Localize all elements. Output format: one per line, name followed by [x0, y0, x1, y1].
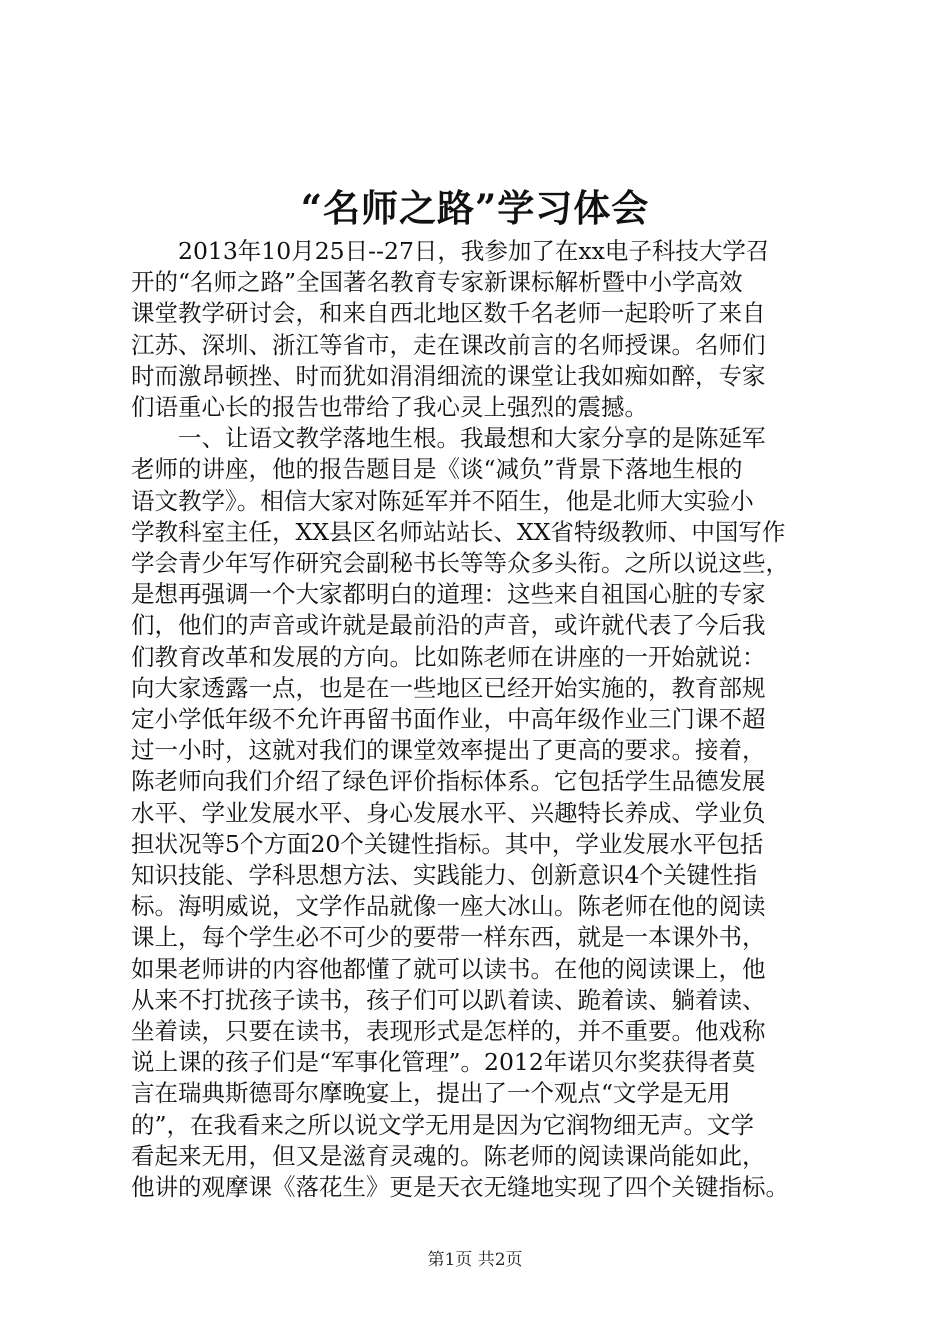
- paragraph-line: 江苏、深圳、浙江等省市，走在课改前言的名师授课。名师们: [131, 330, 766, 359]
- paragraph-line: 担状况等5个方面20个关键性指标。其中，学业发展水平包括: [131, 829, 764, 858]
- paragraph-line: 一、让语文教学落地生根。我最想和大家分享的是陈延军: [178, 424, 766, 453]
- paragraph-section-one: [131, 423, 831, 1203]
- paragraph-line: 坐着读，只要在读书，表现形式是怎样的，并不重要。他戏称: [131, 1017, 766, 1046]
- paragraph-line: 定小学低年级不允许再留书面作业，中高年级作业三门课不超: [131, 705, 766, 734]
- paragraph-line: 课上，每个学生必不可少的要带一样东西，就是一本课外书，: [131, 923, 766, 952]
- paragraph-line: 学教科室主任，XX县区名师站站长、XX省特级教师、中国写作: [131, 517, 786, 546]
- document-title: “名师之路”学习体会: [300, 186, 650, 230]
- paragraph-line: 标。海明威说，文学作品就像一座大冰山。陈老师在他的阅读: [131, 892, 766, 921]
- paragraph-line: 时而激昂顿挫、时而犹如涓涓细流的课堂让我如痴如醉，专家: [131, 361, 766, 390]
- paragraph-line: 课堂教学研讨会，和来自西北地区数千名老师一起聆听了来自: [131, 299, 766, 328]
- paragraph-line: 他讲的观摩课《落花生》更是天衣无缝地实现了四个关键指标。: [131, 1173, 789, 1202]
- paragraph-line: 们教育改革和发展的方向。比如陈老师在讲座的一开始就说：: [131, 642, 766, 671]
- document-body: [131, 236, 831, 1203]
- paragraph-line: 2013年10月25日--27日，我参加了在xx电子科技大学召: [178, 237, 770, 265]
- paragraph-line: 们语重心长的报告也带给了我心灵上强烈的震撼。: [131, 393, 648, 422]
- paragraph-line: 看起来无用，但又是滋育灵魂的。陈老师的阅读课尚能如此，: [131, 1141, 766, 1170]
- paragraph-line: 开的“名师之路”全国著名教育专家新课标解析暨中小学高效: [131, 268, 743, 297]
- paragraph-line: 如果老师讲的内容他都懂了就可以读书。在他的阅读课上，他: [131, 954, 766, 983]
- paragraph-line: 们，他们的声音或许就是最前沿的声音，或许就代表了今后我: [131, 611, 766, 640]
- paragraph-line: 说上课的孩子们是“军事化管理”。2012年诺贝尔奖获得者莫: [131, 1048, 756, 1077]
- page-footer: 第1页 共2页: [427, 1250, 523, 1270]
- paragraph-line: 语文教学》。相信大家对陈延军并不陌生，他是北师大实验小: [131, 486, 754, 515]
- paragraph-intro: [131, 236, 831, 423]
- paragraph-line: 知识技能、学科思想方法、实践能力、创新意识4个关键性指: [131, 861, 757, 890]
- paragraph-line: 水平、学业发展水平、身心发展水平、兴趣特长养成、学业负: [131, 798, 766, 827]
- paragraph-line: 是想再强调一个大家都明白的道理：这些来自祖国心脏的专家: [131, 580, 766, 609]
- paragraph-line: 学会青少年写作研究会副秘书长等等众多头衔。之所以说这些，: [131, 549, 789, 578]
- paragraph-line: 老师的讲座，他的报告题目是《谈“减负”背景下落地生根的: [131, 455, 743, 484]
- paragraph-line: 向大家透露一点，也是在一些地区已经开始实施的，教育部规: [131, 673, 766, 702]
- paragraph-line: 过一小时，这就对我们的课堂效率提出了更高的要求。接着，: [131, 736, 766, 765]
- paragraph-line: 从来不打扰孩子读书，孩子们可以趴着读、跪着读、躺着读、: [131, 985, 766, 1014]
- paragraph-line: 言在瑞典斯德哥尔摩晚宴上，提出了一个观点“文学是无用: [131, 1079, 731, 1108]
- paragraph-line: 的”，在我看来之所以说文学无用是因为它润物细无声。文学: [131, 1110, 755, 1139]
- paragraph-line: 陈老师向我们介绍了绿色评价指标体系。它包括学生品德发展: [131, 767, 766, 796]
